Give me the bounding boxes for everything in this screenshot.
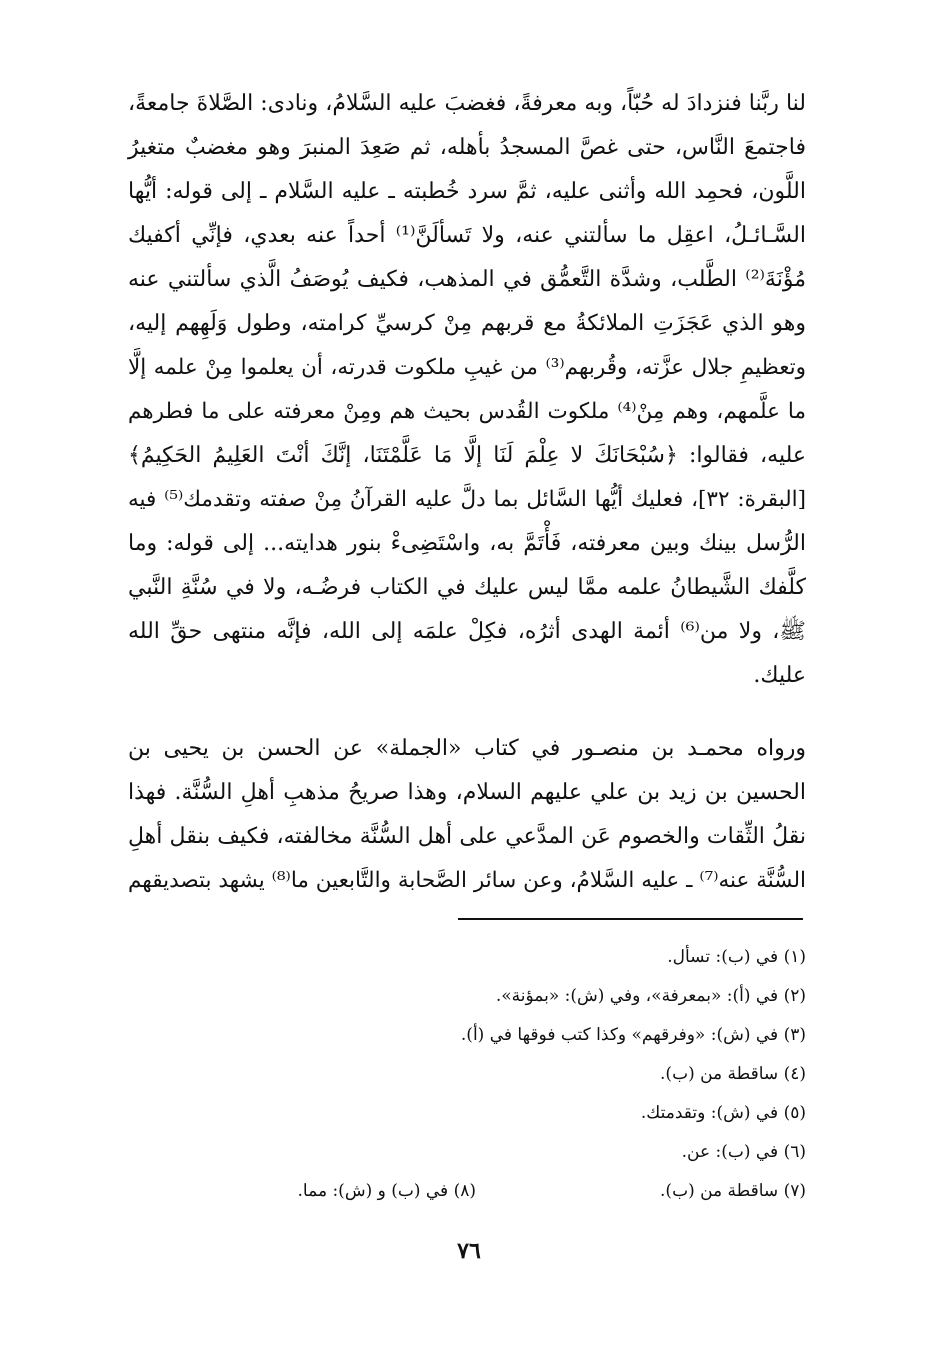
main-line-1: لنا ربَّنا فنزدادَ له حُبّاً، وبه معرفةً، فغضبَ عليه السَّلامُ، ونادى: الصَّلاةَ جامعةً،: [128, 91, 806, 116]
footnote-2: (٢) في (أ): «بمعرفة»، وفي (ش): «بمؤنة».: [495, 986, 806, 1006]
main-line-14: عليك.: [753, 663, 806, 688]
footnote-3: (٣) في (ش): «وفرقهم» وكذا كتب فوقها في (أ).: [460, 1025, 806, 1045]
main-line-8: ما علَّمهم، وهم مِنْ⁽⁴⁾ ملكوت القُدس بحيث هم ومِنْ معرفته على ما فطرهم: [128, 399, 806, 424]
main-line-7: وتعظيمِ جلال عزَّته، وقُربهم⁽³⁾ من غيبِ ملكوت قدرته، أن يعلموا مِنْ علمه إلَّا: [128, 355, 807, 380]
main-line-10: [البقرة: ٣٢]، فعليك أيُّها السَّائل بما دلَّ عليه القرآنُ مِنْ صفته وتقدمك⁽⁵⁾ فيه: [128, 487, 806, 512]
footnote-1: (١) في (ب): تسأل.: [667, 947, 806, 967]
main-line-3: اللَّون، فحمِد الله وأثنى عليه، ثمَّ سرد خُطبته ـ عليه السَّلام ـ إلى قوله: أيُّها: [128, 179, 806, 204]
main-line-11: الرُّسل بينك وبين معرفته، فَأْتَمَّ به، واسْتَضِىءْ بنور هدايته... إلى قوله: وما: [128, 531, 806, 556]
main-line-5: مُؤْنَةَ⁽²⁾ الطَّلب، وشدَّة التَّعمُّق في المذهب، فكيف يُوصَفُ الَّذي سألتني عنه: [128, 267, 806, 292]
footnote-4: (٤) ساقطة من (ب).: [660, 1064, 806, 1084]
footnote-8: (٨) في (ب) و (ش): مما.: [297, 1181, 476, 1201]
main-line-12: كلَّفك الشَّيطانُ علمه ممَّا ليس عليك في الكتاب فرضُـه، ولا في سُنَّةِ النَّبي: [128, 575, 806, 600]
main-line-9: عليه، فقالوا: ﴿سُبْحَانَكَ لا عِلْمَ لَنَا إلَّا مَا عَلَّمْتَنَا، إنَّكَ أنْتَ العَلِيمُ الحَكِيمُ﴾: [128, 443, 806, 468]
footnote-separator: [458, 918, 803, 920]
footnote-7: (٧) ساقطة من (ب).: [660, 1181, 806, 1201]
second-paragraph: [128, 727, 806, 903]
page-number: ٧٦: [457, 1238, 481, 1264]
main-line-6: وهو الذي عَجَزَتِ الملائكةُ مع قربهم مِنْ كرسيِّ كرامته، وطول وَلَهِهم إليه،: [128, 311, 806, 336]
second-line-3: نقلُ الثِّقات والخصوم عَن المدَّعي على أهل السُّنَّة مخالفته، فكيف بنقل أهلِ: [128, 824, 806, 849]
footnotes: [230, 938, 806, 1211]
footnote-5: (٥) في (ش): وتقدمتك.: [640, 1103, 806, 1123]
second-line-2: الحسين بن زيد بن علي عليهم السلام، وهذا صريحُ مذهبِ أهلِ السُّنَّة. فهذا: [128, 780, 806, 805]
main-paragraph: [128, 82, 806, 698]
second-line-1: ورواه محمـد بن منصـور في كتاب «الجملة» عن الحسن بن يحيى بن: [128, 736, 806, 761]
main-line-2: فاجتمعَ النَّاس، حتى غصَّ المسجدُ بأهله، ثم صَعِدَ المنبرَ وهو مغضبٌ متغيرُ: [128, 135, 806, 160]
main-line-4: السَّـائـلُ، اعقِل ما سألتني عنه، ولا تَسألَنَّ⁽¹⁾ أحداً عنه بعدي، فإنِّي أكفيك: [128, 223, 806, 248]
main-line-13: ﷺ، ولا من⁽⁶⁾ أئمة الهدى أثرُه، فكِلْ علمَه إلى الله، فإنَّه منتهى حقِّ الله: [128, 619, 806, 644]
second-line-4: السُّنَّة عنه⁽⁷⁾ ـ عليه السَّلامُ، وعن سائر الصَّحابة والتَّابعين ما⁽⁸⁾ يشهد بتصديقهم: [128, 868, 806, 893]
footnote-6: (٦) في (ب): عن.: [681, 1142, 806, 1162]
footnote-row-7-8: [230, 1172, 806, 1211]
